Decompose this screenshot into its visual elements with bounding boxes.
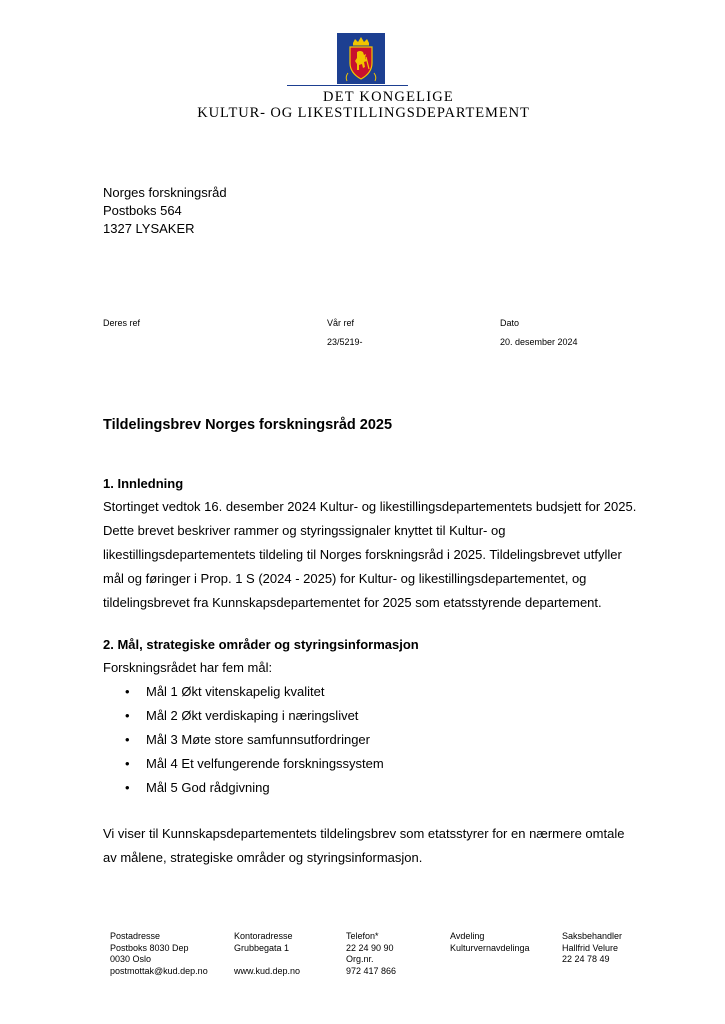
footer-label: Telefon* [346, 931, 379, 941]
section-2-heading: 2. Mål, strategiske områder og styringsinformasjon [103, 637, 419, 652]
goal-text: Mål 1 Økt vitenskapelig kvalitet [146, 684, 325, 699]
footer-value: Hallfrid Velure [562, 942, 619, 953]
footer-value: Grubbegata 1 [234, 942, 290, 953]
footer-label: Kontoradresse [234, 931, 293, 941]
goal-text: Mål 3 Møte store samfunnsutfordringer [146, 732, 370, 747]
section-2-intro: Forskningsrådet har fem mål: [103, 660, 273, 675]
bullet-icon: • [125, 684, 130, 699]
var-ref-value: 23/5219- [327, 337, 363, 347]
bullet-icon: • [125, 708, 130, 723]
recipient-postal: 1327 LYSAKER [103, 221, 195, 236]
goal-text: Mål 4 Et velfungerende forskningssystem [146, 756, 384, 771]
footer-postadresse [110, 931, 208, 977]
recipient-address [103, 184, 227, 238]
bullet-icon: • [125, 732, 130, 747]
deres-ref [103, 318, 140, 337]
list-item [103, 704, 668, 728]
dato [500, 318, 578, 348]
var-ref-label: Vår ref [327, 318, 355, 328]
paragraph-line: Vi viser til Kunnskapsdepartementets tildelingsbrev som etatsstyrer for en nærmere omtale [103, 826, 625, 841]
bullet-icon: • [125, 756, 130, 771]
goal-text: Mål 2 Økt verdiskaping i næringslivet [146, 708, 359, 723]
footer-value: 22 24 78 49 [562, 954, 610, 964]
paragraph-line: tildelingsbrevet fra Kunnskapsdepartementet for 2025 som etatsstyrende departement. [103, 595, 602, 610]
paragraph-line: likestillingsdepartementets tildeling til Norges forskningsråd i 2025. Tildelingsbrevet utfyller [103, 547, 622, 562]
recipient-name: Norges forskningsråd [103, 185, 227, 200]
footer-avdeling [450, 931, 530, 954]
list-item [103, 728, 668, 752]
recipient-postbox: Postboks 564 [103, 203, 182, 218]
footer-value: Postboks 8030 Dep [110, 942, 189, 953]
paragraph-line: av målene, strategiske områder og styringsinformasjon. [103, 850, 423, 865]
goal-text: Mål 5 God rådgivning [146, 780, 270, 795]
footer-value: 972 417 866 [346, 965, 397, 976]
section-1-paragraph [103, 495, 668, 615]
var-ref [327, 318, 363, 348]
footer-label: Postadresse [110, 931, 161, 941]
section-2-closing [103, 822, 668, 870]
footer-label: Avdeling [450, 931, 485, 941]
dato-value: 20. desember 2024 [500, 337, 578, 347]
header-rule [287, 85, 408, 86]
footer-telefon [346, 931, 396, 977]
paragraph-line: Dette brevet beskriver rammer og styringssignaler knyttet til Kultur- og [103, 523, 506, 538]
footer-label: Saksbehandler [562, 931, 623, 941]
dato-label: Dato [500, 318, 520, 328]
paragraph-line: Stortinget vedtok 16. desember 2024 Kultur- og likestillingsdepartementets budsjett for 2025. [103, 499, 637, 514]
footer-website-link[interactable]: www.kud.dep.no [234, 965, 301, 976]
section-mal [103, 634, 668, 870]
goals-list [103, 680, 668, 800]
coat-of-arms-icon [337, 33, 385, 84]
paragraph-line: mål og føringer i Prop. 1 S (2024 - 2025) for Kultur- og likestillingsdepartementet, og [103, 571, 587, 586]
footer-value: 0030 Oslo [110, 954, 152, 964]
section-1-heading: 1. Innledning [103, 476, 184, 491]
list-item [103, 680, 668, 704]
list-item [103, 752, 668, 776]
footer-value: Kulturvernavdelinga [450, 942, 530, 953]
department-title-line-2: KULTUR- OG LIKESTILLINGSDEPARTEMENT [197, 105, 530, 121]
footer-kontoradresse [234, 931, 300, 977]
bullet-icon: • [125, 780, 130, 795]
list-item [103, 776, 668, 800]
footer-email-link[interactable]: postmottak@kud.dep.no [110, 965, 208, 976]
footer-value: 22 24 90 90 [346, 942, 394, 953]
footer-saksbehandler [562, 931, 622, 966]
department-title-line-1: DET KONGELIGE [323, 89, 454, 105]
footer-value [234, 954, 300, 966]
deres-ref-label: Deres ref [103, 318, 141, 328]
letter-title: Tildelingsbrev Norges forskningsråd 2025 [103, 417, 393, 433]
section-innledning [103, 473, 668, 615]
footer-label: Org.nr. [346, 954, 374, 964]
